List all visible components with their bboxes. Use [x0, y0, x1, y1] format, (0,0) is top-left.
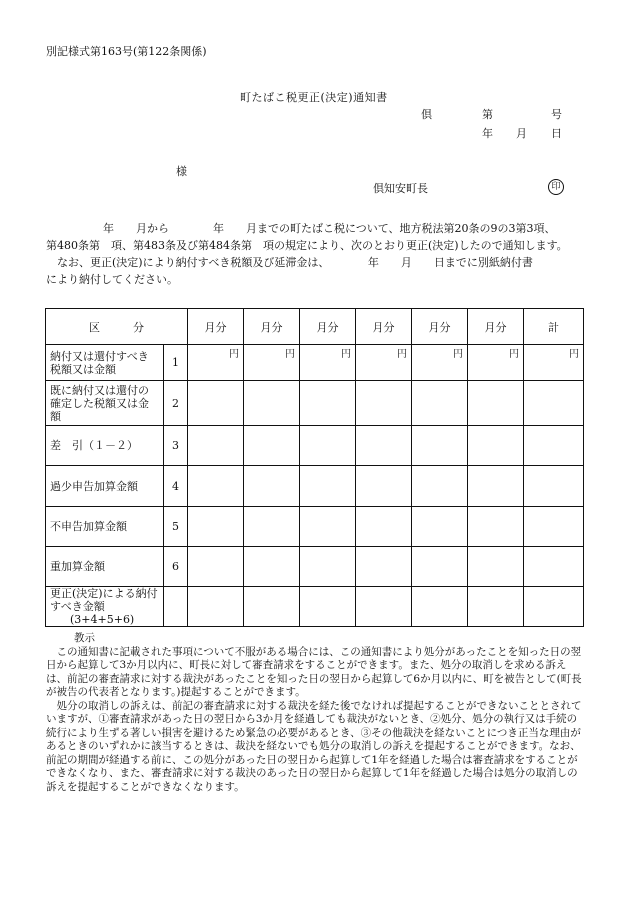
tax-table	[45, 308, 584, 627]
row-label: 既に納付又は還付の確定した税額又は金額	[46, 381, 164, 426]
header-month-6: 月分	[468, 309, 524, 345]
header-month-4: 月分	[356, 309, 412, 345]
amount-cell[interactable]	[468, 587, 524, 627]
yen-unit: 円	[412, 345, 468, 381]
amount-cell[interactable]	[524, 466, 584, 507]
ref-place: 倶	[421, 108, 432, 121]
body-line-1: 年 月から 年 月までの町たばこ税について、地方税法第20条の9の3第3項、	[103, 222, 556, 235]
amount-cell[interactable]	[356, 587, 412, 627]
row-label: 納付又は還付すべき税額又は金額	[46, 345, 164, 381]
amount-cell[interactable]	[244, 587, 300, 627]
amount-cell[interactable]	[188, 507, 244, 547]
page-title: 町たばこ税更正(決定)通知書	[240, 91, 388, 104]
amount-cell[interactable]	[468, 507, 524, 547]
amount-cell[interactable]	[524, 547, 584, 587]
amount-cell[interactable]	[300, 381, 356, 426]
yen-unit: 円	[468, 345, 524, 381]
amount-cell[interactable]	[356, 426, 412, 466]
row-label-main: 更正(決定)による納付すべき金額	[50, 587, 158, 613]
amount-cell[interactable]	[188, 466, 244, 507]
amount-cell[interactable]	[412, 547, 468, 587]
header-month-1: 月分	[188, 309, 244, 345]
header-month-2: 月分	[244, 309, 300, 345]
row-label: 過少申告加算金額	[46, 466, 164, 507]
amount-cell[interactable]	[356, 381, 412, 426]
ref-dai: 第	[482, 108, 493, 121]
instructions-paragraph-1: この通知書に記載された事項について不服がある場合には、この通知書により処分があったことを知った日の翌日から起算して3か月以内に、町長に対して審査請求をすることができます。また、処分の取消しを求める訴えは、前記の審査請求に対する裁決があったことを知った日の翌日から起算して6か月以内に、町を被告として(町長が被告の代表者となります。)提起することができます。	[46, 645, 582, 698]
amount-cell[interactable]	[188, 426, 244, 466]
amount-cell[interactable]	[412, 507, 468, 547]
amount-cell[interactable]	[244, 547, 300, 587]
row-label: 不申告加算金額	[46, 507, 164, 547]
yen-unit: 円	[188, 345, 244, 381]
amount-cell[interactable]	[300, 587, 356, 627]
date-month: 月	[516, 127, 527, 140]
amount-cell[interactable]	[356, 547, 412, 587]
table-row	[46, 547, 584, 587]
header-month-3: 月分	[300, 309, 356, 345]
header-total: 計	[524, 309, 584, 345]
instructions	[46, 632, 586, 794]
amount-cell[interactable]	[188, 381, 244, 426]
amount-cell[interactable]	[300, 547, 356, 587]
amount-cell[interactable]	[412, 466, 468, 507]
seal-mark: 印	[548, 179, 564, 195]
row-label	[46, 587, 164, 627]
yen-unit: 円	[524, 345, 584, 381]
amount-cell[interactable]	[468, 466, 524, 507]
row-label: 重加算金額	[46, 547, 164, 587]
amount-cell[interactable]	[356, 507, 412, 547]
amount-cell[interactable]	[244, 426, 300, 466]
row-number: 6	[164, 547, 188, 587]
table-row	[46, 466, 584, 507]
amount-cell[interactable]	[468, 426, 524, 466]
table-row	[46, 587, 584, 627]
amount-cell[interactable]	[468, 381, 524, 426]
table-row	[46, 426, 584, 466]
body-line-3: なお、更正(決定)により納付すべき税額及び延滞金は、 年 月 日までに別紙納付書	[57, 256, 533, 269]
row-number: 3	[164, 426, 188, 466]
row-label-sub: (3+4+5+6)	[70, 613, 135, 626]
table-row	[46, 345, 584, 381]
yen-unit: 円	[356, 345, 412, 381]
amount-cell[interactable]	[524, 381, 584, 426]
row-label: 差 引（１－２）	[46, 426, 164, 466]
amount-cell[interactable]	[356, 466, 412, 507]
row-number: 1	[164, 345, 188, 381]
amount-cell[interactable]	[188, 587, 244, 627]
header-month-5: 月分	[412, 309, 468, 345]
row-number: 5	[164, 507, 188, 547]
header-category: 区 分	[46, 309, 188, 345]
amount-cell[interactable]	[412, 587, 468, 627]
date-year: 年	[482, 127, 493, 140]
table-row	[46, 381, 584, 426]
amount-cell[interactable]	[524, 587, 584, 627]
instructions-paragraph-2: 処分の取消しの訴えは、前記の審査請求に対する裁決を経た後でなければ提起することができないこととされていますが、①審査請求があった日の翌日から3か月を経過しても裁決がないとき、②処分、処分の執行又は手続の続行により生ずる著しい損害を避けるため緊急の必要があるとき、③その他裁決を経ないことにつき正当な理由があるときのいずれかに該当するときは、裁決を経ないでも処分の取消しの訴えを提起することができます。なお、前記の期間が経過する前に、この処分があった日の翌日から起算して1年を経過した場合は審査請求をすることができなくなり、また、審査請求に対する裁決のあった日の翌日から起算して1年を経過した場合は処分の取消しの訴えを提起することができなくなります。	[46, 699, 582, 793]
row-number: 2	[164, 381, 188, 426]
row-number	[164, 587, 188, 627]
body-line-2: 第480条第 項、第483条及び第484条第 項の規定により、次のとおり更正(決定)したので通知します。	[46, 239, 568, 252]
instructions-heading: 教示	[74, 632, 95, 644]
yen-unit: 円	[244, 345, 300, 381]
amount-cell[interactable]	[300, 466, 356, 507]
amount-cell[interactable]	[244, 381, 300, 426]
amount-cell[interactable]	[412, 426, 468, 466]
table-row	[46, 507, 584, 547]
row-number: 4	[164, 466, 188, 507]
issuer: 倶知安町長	[373, 182, 428, 195]
amount-cell[interactable]	[244, 507, 300, 547]
amount-cell[interactable]	[412, 381, 468, 426]
amount-cell[interactable]	[524, 507, 584, 547]
date-day: 日	[551, 127, 562, 140]
addressee-suffix: 様	[176, 165, 187, 178]
yen-unit: 円	[300, 345, 356, 381]
amount-cell[interactable]	[244, 466, 300, 507]
amount-cell[interactable]	[300, 426, 356, 466]
amount-cell[interactable]	[300, 507, 356, 547]
body-line-4: により納付してください。	[46, 273, 178, 286]
amount-cell[interactable]	[524, 426, 584, 466]
amount-cell[interactable]	[188, 547, 244, 587]
form-id: 別記様式第163号(第122条関係)	[46, 45, 207, 58]
ref-go: 号	[551, 108, 562, 121]
amount-cell[interactable]	[468, 547, 524, 587]
